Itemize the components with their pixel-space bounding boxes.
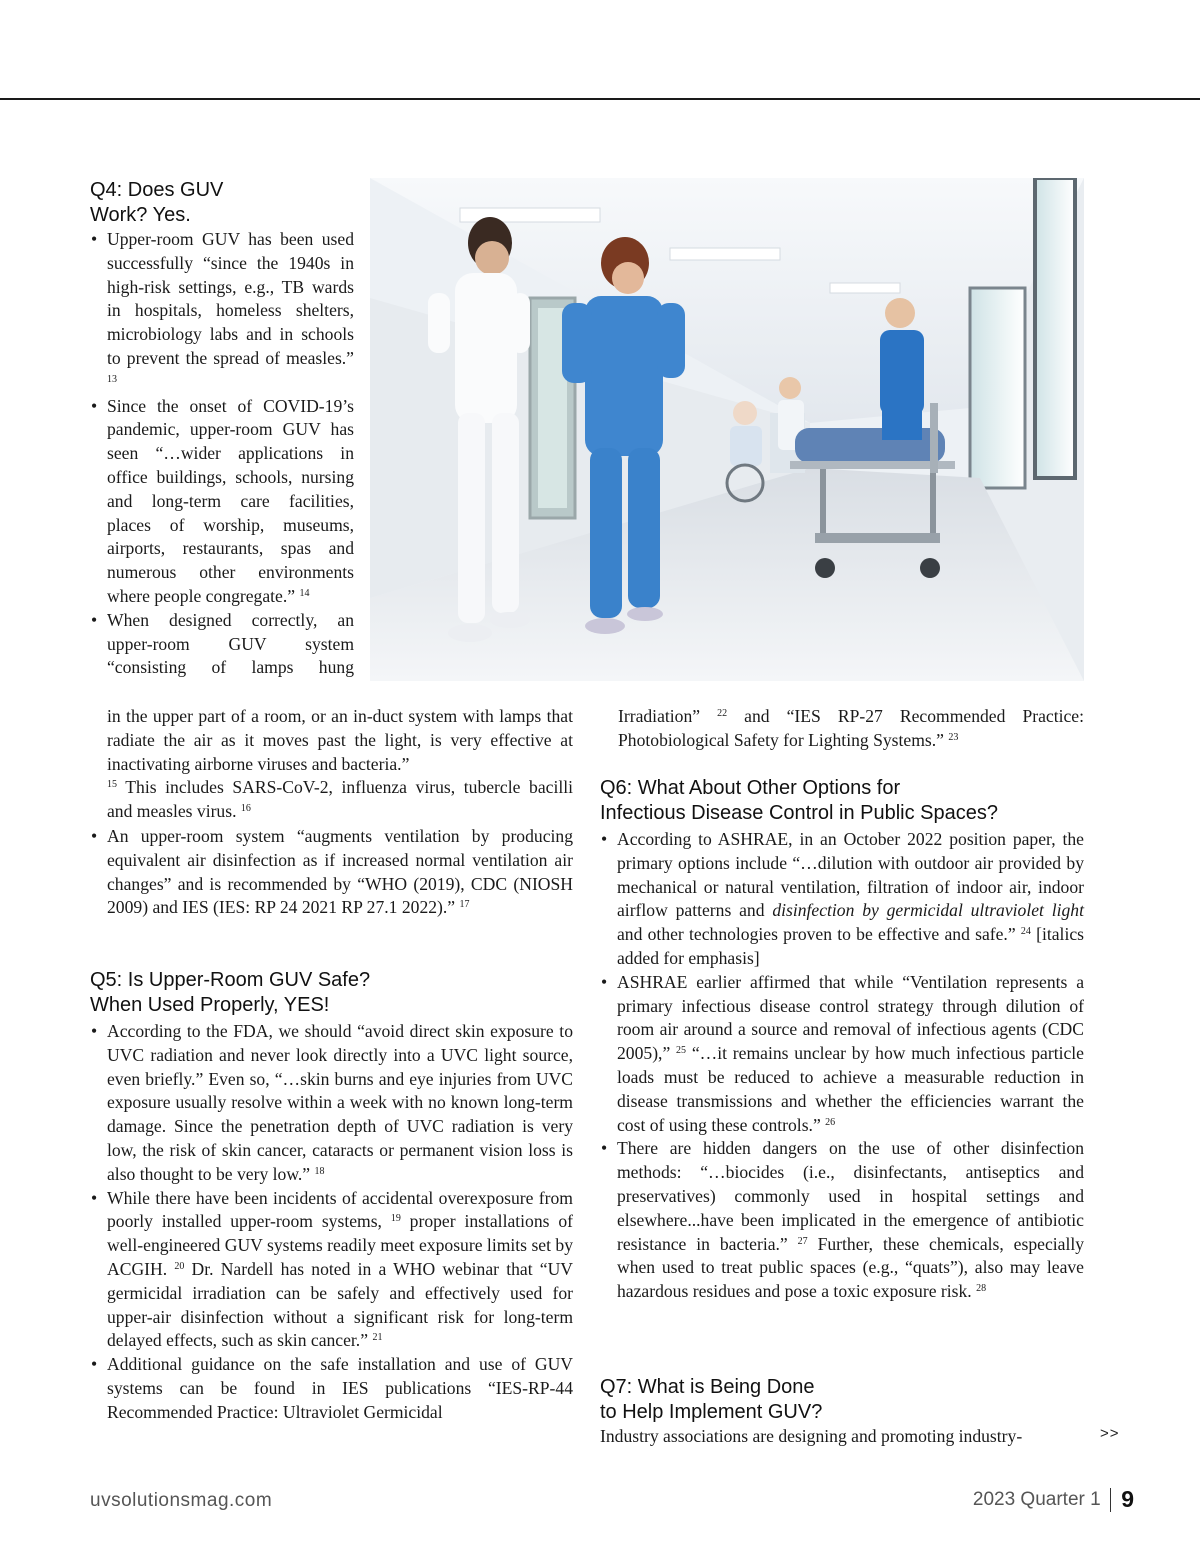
footer-issue-page	[973, 1486, 1134, 1513]
footnote-ref: 22	[717, 708, 728, 719]
footnote-ref: 14	[299, 587, 310, 599]
footnote-ref: 24	[1020, 926, 1031, 938]
q6-bullet-list	[600, 828, 1084, 1304]
footnote-ref: 21	[372, 1332, 383, 1344]
footnote-ref: 15	[107, 779, 117, 791]
q5-section	[90, 968, 573, 1425]
continue-marker: >>	[1100, 1425, 1120, 1442]
q4-heading-line2: Work? Yes.	[90, 204, 191, 226]
q6-bullet-2: • ASHRAE earlier affirmed that while “Ventilation represents a primary infectious disease control strategy through dilution of room air around a source and removal of infectious agents (CDC 2005),” $^{25}$ “…it remains unclear by how much infectious particle loads must be reduced to achieve a measurable reduction in disease transmissions and whether the efficiencies warrant the cost of using these controls.” $^{26}$	[600, 971, 1084, 1138]
footnote-ref: 26	[825, 1116, 836, 1128]
q7-section	[600, 1375, 1084, 1449]
q5-bullet-1: • According to the FDA, we should “avoid direct skin exposure to UVC radiation and never look directly into a UVC light source, even briefly.” Even so, “…skin burns and eye injuries from UVC exposure usually resolve within a week with no known long-term damage. Since the penetration depth of UVC radiation is very low, the risk of skin cancer, cataracts or permanent vision loss is also thought to be very low.” $^{18}$	[90, 1020, 573, 1187]
q4-heading-line1: Q4: Does GUV	[90, 179, 224, 201]
q4-bullet-2: • Since the onset of COVID-19’s pandemic, upper-room GUV has seen “…wider applications in office buildings, schools, nursing and long-term care facilities, places of worship, museums, airports, restaurants, spas and numerous other environments where people congregate.” $^{14}$	[90, 395, 354, 609]
footer-issue: 2023 Quarter 1	[972, 1488, 1101, 1510]
q4-bullet-3-continuation: in the upper part of a room, or an in-duct system with lamps that radiate the air as it moves past the light, is very effective at inactivating airborne viruses and bacteria.” $^{15}$ This includes SARS-CoV-2, influenza virus, tubercle bacilli and measles virus. $^{16}$	[107, 706, 573, 822]
q4-bullet-4: • An upper-room system “augments ventilation by producing equivalent air disinfection as if increased normal ventilation air changes” and is recommended by “WHO (2019), CDC (NIOSH 2009) and IES (IES: RP 24 2021 RP 27.1 2022).” $^{17}$	[90, 825, 573, 920]
footnote-ref: 18	[314, 1165, 325, 1177]
q4-bullet-list-rest	[90, 825, 573, 920]
q5-bullet-3: • Additional guidance on the safe installation and use of GUV systems can be found in IES publications “IES-RP-44 Recommended Practice: Ultraviolet Germicidal	[90, 1353, 573, 1424]
footnote-ref: 20	[174, 1260, 185, 1272]
top-rule	[0, 98, 1200, 100]
hospital-corridor-photo	[370, 178, 1084, 681]
footer-website: uvsolutionsmag.com	[90, 1490, 273, 1511]
q7-body: Industry associations are designing and promoting industry-	[600, 1426, 1023, 1446]
q6-bullet-3: • There are hidden dangers on the use of other disinfection methods: “…biocides (i.e., disinfectants, antiseptics and preservatives) commonly used in hospital settings and elsewhere...have been implicated in the emergence of antibiotic resistance in bacteria.” $^{27}$ Further, these chemicals, especially when used to treat public spaces (e.g., “quats”), also may leave hazardous residues and pose a toxic exposure risk. $^{28}$	[600, 1137, 1084, 1304]
footer-divider	[1110, 1488, 1112, 1512]
q5-bullet-2: • While there have been incidents of accidental overexposure from poorly installed upper-room systems, $^{19}$ proper installations of well-engineered GUV systems readily meet exposure limits set by ACGIH. $^{20}$ Dr. Nardell has noted in a WHO webinar that “UV germicidal irradiation can be safely and effectively used for upper-air disinfection without a significant risk for long-term delayed effects, such as skin cancer.” $^{21}$	[90, 1187, 573, 1354]
q4-bullet-list	[90, 228, 354, 680]
q6-section	[600, 776, 1084, 1304]
q6-emphasis: disinfection by germicidal ultraviolet light	[772, 900, 1084, 921]
q6-heading: Q6: What About Other Options for Infectious Disease Control in Public Spaces?	[600, 777, 998, 824]
q5-heading: Q5: Is Upper-Room GUV Safe? When Used Properly, YES!	[90, 969, 371, 1016]
hospital-photo-illustration	[370, 178, 1084, 681]
footnote-ref: 16	[240, 803, 251, 815]
q5-bullet-list	[90, 1020, 573, 1425]
footnote-ref: 28	[976, 1283, 987, 1295]
q4-section-heading	[90, 178, 360, 228]
q4-bullet-3-start: • When designed correctly, an upper-room GUV system “consisting of lamps hung	[90, 609, 354, 680]
q5-bullet-3-continuation: Irradiation” $^{22}$ and “IES RP-27 Recommended Practice: Photobiological Safety for Lighting Systems.” $^{23}$	[618, 706, 1084, 750]
footnote-ref: 13	[107, 373, 117, 385]
footnote-ref: 19	[390, 1213, 401, 1225]
q7-heading: Q7: What is Being Done to Help Implement GUV?	[600, 1376, 823, 1423]
footnote-ref: 27	[797, 1235, 808, 1247]
footnote-ref: 23	[948, 731, 959, 743]
q6-bullet-1: • According to ASHRAE, in an October 2022 position paper, the primary options include “…dilution with outdoor air provided by mechanical or natural ventilation, filtration of indoor air, indoor airflow patterns and disinfection by germicidal ultraviolet light and other technologies proven to be effective and safe.” $^{24}$ [italics added for emphasis]	[600, 828, 1084, 971]
footnote-ref: 17	[459, 899, 470, 911]
footnote-ref: 25	[676, 1045, 687, 1057]
q4-bullet-1: • Upper-room GUV has been used successfully “since the 1940s in high-risk settings, e.g., TB wards in hospitals, homeless shelters, microbiology labs and in schools to prevent the spread of measles.” $^{13}$	[90, 228, 354, 395]
page-number: 9	[1121, 1486, 1134, 1512]
